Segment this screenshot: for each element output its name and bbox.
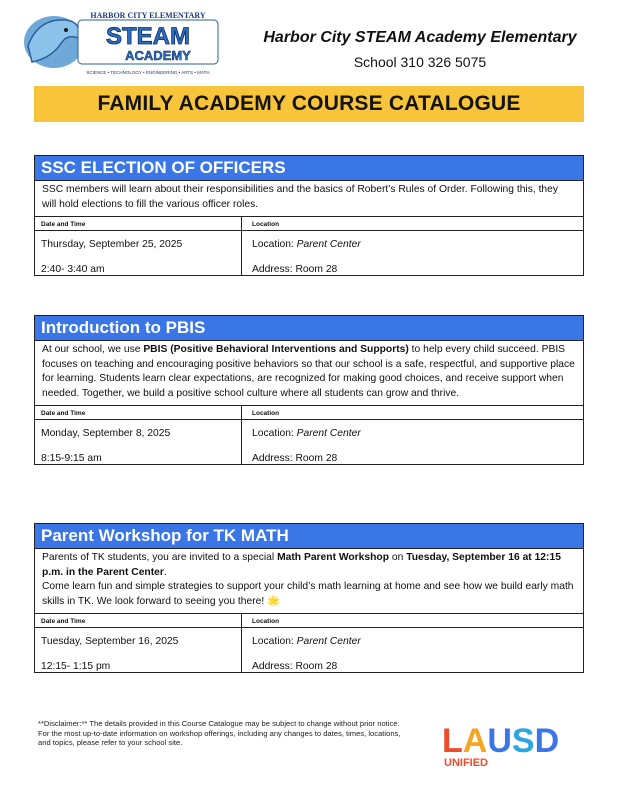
course-date: Monday, September 8, 2025 (41, 428, 171, 439)
catalogue-title: FAMILY ACADEMY COURSE CATALOGUE (97, 92, 521, 115)
course-address: Address: Room 28 (252, 453, 338, 464)
course-location (252, 636, 361, 647)
course-address: Address: Room 28 (252, 661, 338, 672)
logo-sub-text: ACADEMY (125, 48, 191, 63)
course-time: 12:15- 1:15 pm (41, 661, 111, 672)
date-time-header: Date and Time (35, 406, 241, 420)
location-header: Location (242, 614, 583, 628)
course-title: Parent Workshop for TK MATH (35, 524, 583, 549)
location-label: Location: (252, 428, 297, 439)
date-time-header: Date and Time (35, 217, 241, 231)
course-description: SSC members will learn about their responsibilities and the basics of Robert’s Rules of Order. Following this, they will hold elections to fill the various officer roles. (35, 181, 583, 217)
location-header: Location (242, 217, 583, 231)
course-location (252, 428, 361, 439)
location-value: Parent Center (296, 428, 361, 439)
location-header: Location (242, 406, 583, 420)
school-phone: School 310 326 5075 (353, 54, 487, 70)
course-address: Address: Room 28 (252, 264, 338, 275)
school-logo (18, 8, 223, 80)
course-card (34, 523, 584, 673)
lausd-logo-text: LAUSD (442, 722, 560, 760)
location-value: Parent Center (296, 239, 361, 250)
course-card (34, 155, 584, 276)
course-title: SSC ELECTION OF OFFICERS (35, 156, 583, 181)
course-description: Parents of TK students, you are invited to a special Math Parent Workshop on Tuesday, September 16 at 12:15 p.m. in the Parent Center. Come learn fun and simple strategies to support your child’s math learning at home and see how we build early math skills in TK. We look forward to seeing you there! 🌟 (35, 549, 583, 614)
school-name: Harbor City STEAM Academy Elementary (263, 29, 577, 46)
course-time: 8:15-9:15 am (41, 453, 102, 464)
date-time-header: Date and Time (35, 614, 241, 628)
course-location (252, 239, 361, 250)
location-label: Location: (252, 239, 297, 250)
course-info-row (35, 614, 583, 672)
location-value: Parent Center (296, 636, 361, 647)
lausd-logo (442, 722, 582, 772)
lausd-logo-sub: UNIFIED (444, 757, 488, 769)
course-info-row (35, 406, 583, 464)
course-card (34, 315, 584, 465)
course-time: 2:40- 3:40 am (41, 264, 105, 275)
course-info-row (35, 217, 583, 275)
catalogue-banner (34, 86, 584, 122)
course-title: Introduction to PBIS (35, 316, 583, 341)
disclaimer: **Disclaimer:** The details provided in this Course Catalogue may be subject to change without prior notice. For the most up-to-date information on workshop offerings, including any changes to dates, times, locations, and topics, please refer to your school site. (38, 719, 401, 748)
course-description: At our school, we use PBIS (Positive Behavioral Interventions and Supports) to help every child succeed. PBIS focuses on teaching and encouraging positive behaviors so that our school is a safe, respectful, and supportive place for learning. Students learn clear expectations, are recognized for making good choices, and receive support when needed. Together, we build a positive school culture where all students can grow and thrive. (35, 341, 583, 406)
course-date: Tuesday, September 16, 2025 (41, 636, 179, 647)
logo-top-text: HARBOR CITY ELEMENTARY (90, 11, 206, 20)
course-date: Thursday, September 25, 2025 (41, 239, 183, 250)
logo-tagline: SCIENCE • TECHNOLOGY • ENGINEERING • ARTS • MATH (86, 70, 210, 75)
location-label: Location: (252, 636, 297, 647)
logo-main-text: STEAM (106, 23, 190, 50)
